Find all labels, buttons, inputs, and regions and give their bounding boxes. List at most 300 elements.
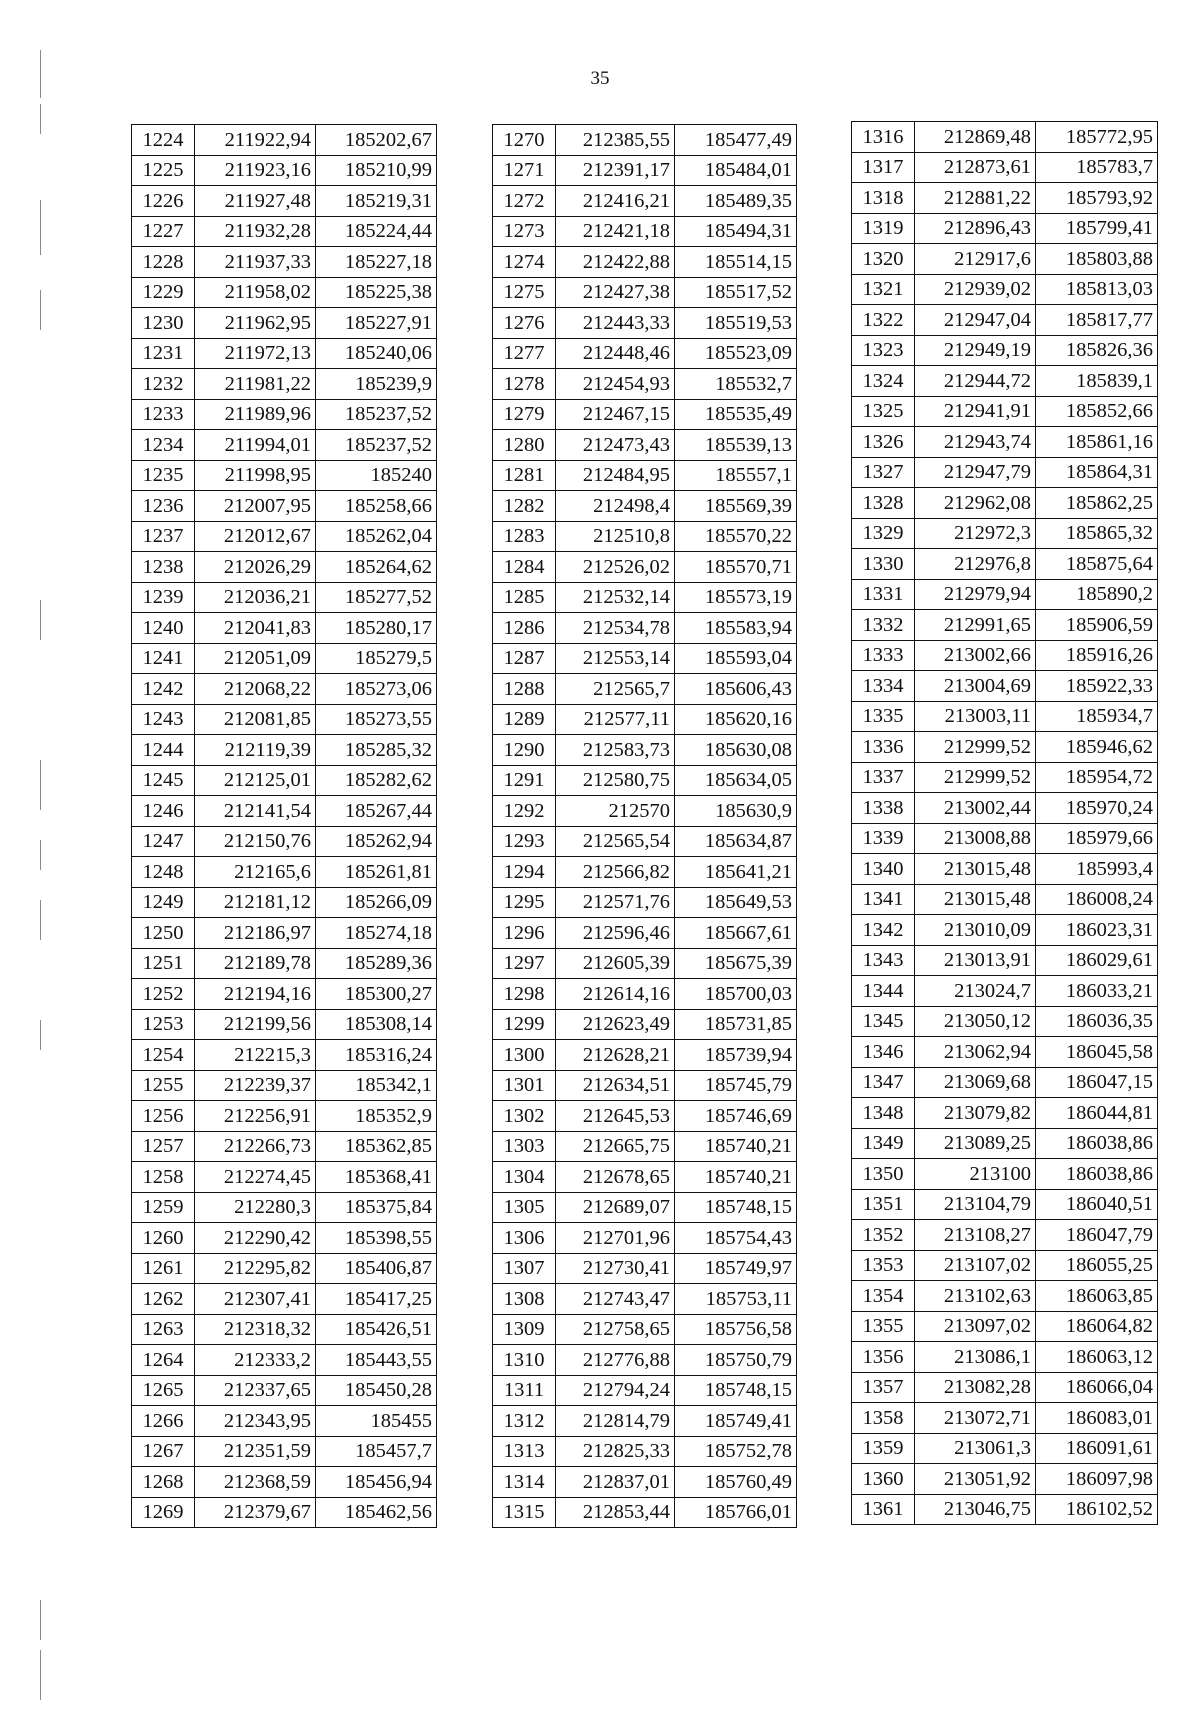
x-coordinate-cell: 212580,75	[556, 765, 675, 796]
x-coordinate-cell: 213004,69	[915, 671, 1036, 702]
point-number-cell: 1257	[132, 1131, 195, 1162]
point-number-cell: 1299	[493, 1009, 556, 1040]
y-coordinate-cell: 186038,86	[1036, 1128, 1158, 1159]
point-number-cell: 1267	[132, 1436, 195, 1467]
x-coordinate-cell: 212583,73	[556, 735, 675, 766]
point-number-cell: 1319	[852, 213, 915, 244]
point-number-cell: 1331	[852, 579, 915, 610]
point-number-cell: 1280	[493, 430, 556, 461]
x-coordinate-cell: 212949,19	[915, 335, 1036, 366]
table-row	[493, 948, 797, 979]
y-coordinate-cell: 186038,86	[1036, 1159, 1158, 1190]
x-coordinate-cell: 211937,33	[195, 247, 316, 278]
point-number-cell: 1281	[493, 460, 556, 491]
table-row	[132, 1314, 437, 1345]
table-row	[852, 976, 1158, 1007]
table-row	[132, 1284, 437, 1315]
point-number-cell: 1358	[852, 1403, 915, 1434]
table-row	[852, 640, 1158, 671]
point-number-cell: 1287	[493, 643, 556, 674]
x-coordinate-cell: 212999,52	[915, 762, 1036, 793]
point-number-cell: 1278	[493, 369, 556, 400]
x-coordinate-cell: 212307,41	[195, 1284, 316, 1315]
table-row	[132, 338, 437, 369]
x-coordinate-cell: 213102,63	[915, 1281, 1036, 1312]
point-number-cell: 1315	[493, 1497, 556, 1528]
point-number-cell: 1326	[852, 427, 915, 458]
y-coordinate-cell: 185225,38	[316, 277, 437, 308]
point-number-cell: 1235	[132, 460, 195, 491]
x-coordinate-cell: 212976,8	[915, 549, 1036, 580]
table-row	[852, 1433, 1158, 1464]
table-row	[493, 216, 797, 247]
x-coordinate-cell: 212473,43	[556, 430, 675, 461]
table-row	[852, 610, 1158, 641]
y-coordinate-cell: 185739,94	[675, 1040, 797, 1071]
y-coordinate-cell: 185746,69	[675, 1101, 797, 1132]
point-number-cell: 1271	[493, 155, 556, 186]
y-coordinate-cell: 185634,87	[675, 826, 797, 857]
table-row	[132, 887, 437, 918]
table-row	[132, 826, 437, 857]
table-row	[852, 1128, 1158, 1159]
point-number-cell: 1266	[132, 1406, 195, 1437]
point-number-cell: 1356	[852, 1342, 915, 1373]
table-row	[493, 979, 797, 1010]
x-coordinate-cell: 213097,02	[915, 1311, 1036, 1342]
y-coordinate-cell: 185813,03	[1036, 274, 1158, 305]
y-coordinate-cell: 185675,39	[675, 948, 797, 979]
table-row	[493, 399, 797, 430]
y-coordinate-cell: 185760,49	[675, 1467, 797, 1498]
table-row	[493, 796, 797, 827]
point-number-cell: 1269	[132, 1497, 195, 1528]
point-number-cell: 1276	[493, 308, 556, 339]
binding-mark	[40, 1600, 41, 1640]
table-row	[493, 1406, 797, 1437]
x-coordinate-cell: 212510,8	[556, 521, 675, 552]
point-number-cell: 1353	[852, 1250, 915, 1281]
table-row	[132, 491, 437, 522]
binding-mark	[40, 900, 41, 940]
x-coordinate-cell: 213108,27	[915, 1220, 1036, 1251]
y-coordinate-cell: 185239,9	[316, 369, 437, 400]
point-number-cell: 1335	[852, 701, 915, 732]
x-coordinate-cell: 212189,78	[195, 948, 316, 979]
x-coordinate-cell: 212068,22	[195, 674, 316, 705]
table-row	[493, 918, 797, 949]
y-coordinate-cell: 185754,43	[675, 1223, 797, 1254]
y-coordinate-cell: 185462,56	[316, 1497, 437, 1528]
table-row	[852, 122, 1158, 153]
y-coordinate-cell: 185264,62	[316, 552, 437, 583]
y-coordinate-cell: 185237,52	[316, 399, 437, 430]
y-coordinate-cell: 185316,24	[316, 1040, 437, 1071]
point-number-cell: 1249	[132, 887, 195, 918]
point-number-cell: 1277	[493, 338, 556, 369]
point-number-cell: 1246	[132, 796, 195, 827]
x-coordinate-cell: 212194,16	[195, 979, 316, 1010]
point-number-cell: 1352	[852, 1220, 915, 1251]
x-coordinate-cell: 213013,91	[915, 945, 1036, 976]
point-number-cell: 1303	[493, 1131, 556, 1162]
point-number-cell: 1284	[493, 552, 556, 583]
table-row	[852, 213, 1158, 244]
y-coordinate-cell: 185630,08	[675, 735, 797, 766]
point-number-cell: 1325	[852, 396, 915, 427]
x-coordinate-cell: 212869,48	[915, 122, 1036, 153]
point-number-cell: 1236	[132, 491, 195, 522]
x-coordinate-cell: 212570	[556, 796, 675, 827]
table-row	[852, 732, 1158, 763]
point-number-cell: 1355	[852, 1311, 915, 1342]
point-number-cell: 1317	[852, 152, 915, 183]
x-coordinate-cell: 212256,91	[195, 1101, 316, 1132]
x-coordinate-cell: 211998,95	[195, 460, 316, 491]
x-coordinate-cell: 212051,09	[195, 643, 316, 674]
y-coordinate-cell: 185630,9	[675, 796, 797, 827]
table-row	[852, 1098, 1158, 1129]
x-coordinate-cell: 212026,29	[195, 552, 316, 583]
point-number-cell: 1225	[132, 155, 195, 186]
table-row	[493, 735, 797, 766]
y-coordinate-cell: 185514,15	[675, 247, 797, 278]
point-number-cell: 1345	[852, 1006, 915, 1037]
x-coordinate-cell: 212962,08	[915, 488, 1036, 519]
y-coordinate-cell: 185406,87	[316, 1253, 437, 1284]
x-coordinate-cell: 212743,47	[556, 1284, 675, 1315]
x-coordinate-cell: 213051,92	[915, 1464, 1036, 1495]
y-coordinate-cell: 185865,32	[1036, 518, 1158, 549]
x-coordinate-cell: 211932,28	[195, 216, 316, 247]
y-coordinate-cell: 186097,98	[1036, 1464, 1158, 1495]
coordinate-table	[492, 124, 797, 1528]
y-coordinate-cell: 185342,1	[316, 1070, 437, 1101]
point-number-cell: 1239	[132, 582, 195, 613]
point-number-cell: 1311	[493, 1375, 556, 1406]
x-coordinate-cell: 212944,72	[915, 366, 1036, 397]
y-coordinate-cell: 185456,94	[316, 1467, 437, 1498]
y-coordinate-cell: 185227,91	[316, 308, 437, 339]
binding-mark	[40, 600, 41, 640]
point-number-cell: 1283	[493, 521, 556, 552]
table-row	[132, 216, 437, 247]
table-row	[493, 338, 797, 369]
table-row	[493, 521, 797, 552]
point-number-cell: 1343	[852, 945, 915, 976]
point-number-cell: 1336	[852, 732, 915, 763]
y-coordinate-cell: 185227,18	[316, 247, 437, 278]
x-coordinate-cell: 213050,12	[915, 1006, 1036, 1037]
table-row	[493, 1375, 797, 1406]
point-number-cell: 1230	[132, 308, 195, 339]
table-row	[852, 274, 1158, 305]
table-row	[132, 1345, 437, 1376]
y-coordinate-cell: 185443,55	[316, 1345, 437, 1376]
table-row	[493, 430, 797, 461]
table-row	[132, 155, 437, 186]
point-number-cell: 1334	[852, 671, 915, 702]
table-row	[132, 1009, 437, 1040]
binding-mark	[40, 104, 41, 134]
table-row	[132, 1162, 437, 1193]
table-row	[132, 735, 437, 766]
x-coordinate-cell: 212443,33	[556, 308, 675, 339]
x-coordinate-cell: 212119,39	[195, 735, 316, 766]
table-row	[132, 704, 437, 735]
x-coordinate-cell: 212467,15	[556, 399, 675, 430]
y-coordinate-cell: 186091,61	[1036, 1433, 1158, 1464]
table-row	[132, 1101, 437, 1132]
point-number-cell: 1337	[852, 762, 915, 793]
y-coordinate-cell: 185740,21	[675, 1131, 797, 1162]
y-coordinate-cell: 185979,66	[1036, 823, 1158, 854]
x-coordinate-cell: 211972,13	[195, 338, 316, 369]
y-coordinate-cell: 185398,55	[316, 1223, 437, 1254]
x-coordinate-cell: 212917,6	[915, 244, 1036, 275]
y-coordinate-cell: 185455	[316, 1406, 437, 1437]
y-coordinate-cell: 185557,1	[675, 460, 797, 491]
y-coordinate-cell: 185793,92	[1036, 183, 1158, 214]
x-coordinate-cell: 212186,97	[195, 918, 316, 949]
point-number-cell: 1290	[493, 735, 556, 766]
y-coordinate-cell: 185517,52	[675, 277, 797, 308]
point-number-cell: 1307	[493, 1253, 556, 1284]
table-row	[493, 1101, 797, 1132]
table-row	[852, 1037, 1158, 1068]
table-row	[132, 521, 437, 552]
x-coordinate-cell: 212596,46	[556, 918, 675, 949]
table-row	[493, 491, 797, 522]
table-row	[852, 1403, 1158, 1434]
table-row	[493, 1223, 797, 1254]
x-coordinate-cell: 212498,4	[556, 491, 675, 522]
table-row	[493, 1009, 797, 1040]
table-row	[852, 884, 1158, 915]
page-number: 35	[590, 68, 610, 89]
point-number-cell: 1254	[132, 1040, 195, 1071]
point-number-cell: 1232	[132, 369, 195, 400]
point-number-cell: 1344	[852, 976, 915, 1007]
y-coordinate-cell: 185748,15	[675, 1192, 797, 1223]
table-row	[852, 1342, 1158, 1373]
table-row	[852, 152, 1158, 183]
point-number-cell: 1245	[132, 765, 195, 796]
y-coordinate-cell: 185861,16	[1036, 427, 1158, 458]
table-row	[852, 183, 1158, 214]
x-coordinate-cell: 212295,82	[195, 1253, 316, 1284]
y-coordinate-cell: 185262,04	[316, 521, 437, 552]
table-row	[493, 1040, 797, 1071]
point-number-cell: 1339	[852, 823, 915, 854]
x-coordinate-cell: 212421,18	[556, 216, 675, 247]
x-coordinate-cell: 212881,22	[915, 183, 1036, 214]
x-coordinate-cell: 212484,95	[556, 460, 675, 491]
table-row	[493, 1497, 797, 1528]
x-coordinate-cell: 213062,94	[915, 1037, 1036, 1068]
table-row	[852, 854, 1158, 885]
x-coordinate-cell: 212081,85	[195, 704, 316, 735]
table-row	[493, 765, 797, 796]
point-number-cell: 1228	[132, 247, 195, 278]
point-number-cell: 1308	[493, 1284, 556, 1315]
y-coordinate-cell: 185535,49	[675, 399, 797, 430]
point-number-cell: 1291	[493, 765, 556, 796]
point-number-cell: 1237	[132, 521, 195, 552]
table-row	[852, 945, 1158, 976]
point-number-cell: 1360	[852, 1464, 915, 1495]
y-coordinate-cell: 185583,94	[675, 613, 797, 644]
x-coordinate-cell: 213089,25	[915, 1128, 1036, 1159]
table-row	[132, 1497, 437, 1528]
point-number-cell: 1346	[852, 1037, 915, 1068]
table-row	[493, 1131, 797, 1162]
x-coordinate-cell: 212333,2	[195, 1345, 316, 1376]
x-coordinate-cell: 212351,59	[195, 1436, 316, 1467]
x-coordinate-cell: 211962,95	[195, 308, 316, 339]
x-coordinate-cell: 213003,11	[915, 701, 1036, 732]
point-number-cell: 1282	[493, 491, 556, 522]
y-coordinate-cell: 185570,22	[675, 521, 797, 552]
y-coordinate-cell: 185267,44	[316, 796, 437, 827]
point-number-cell: 1327	[852, 457, 915, 488]
table-row	[493, 308, 797, 339]
x-coordinate-cell: 212427,38	[556, 277, 675, 308]
table-row	[493, 887, 797, 918]
x-coordinate-cell: 213072,71	[915, 1403, 1036, 1434]
table-row	[493, 155, 797, 186]
binding-mark	[40, 290, 41, 330]
table-row	[132, 582, 437, 613]
table-row	[132, 979, 437, 1010]
table-row	[493, 704, 797, 735]
point-number-cell: 1301	[493, 1070, 556, 1101]
x-coordinate-cell: 212379,67	[195, 1497, 316, 1528]
point-number-cell: 1316	[852, 122, 915, 153]
point-number-cell: 1270	[493, 125, 556, 156]
y-coordinate-cell: 185477,49	[675, 125, 797, 156]
y-coordinate-cell: 185740,21	[675, 1162, 797, 1193]
y-coordinate-cell: 186063,85	[1036, 1281, 1158, 1312]
y-coordinate-cell: 186102,52	[1036, 1494, 1158, 1525]
point-number-cell: 1322	[852, 305, 915, 336]
table-row	[852, 793, 1158, 824]
table-row	[132, 765, 437, 796]
table-row	[132, 552, 437, 583]
y-coordinate-cell: 185748,15	[675, 1375, 797, 1406]
x-coordinate-cell: 212939,02	[915, 274, 1036, 305]
table-row	[132, 1192, 437, 1223]
table-row	[132, 1467, 437, 1498]
y-coordinate-cell: 185273,55	[316, 704, 437, 735]
y-coordinate-cell: 185219,31	[316, 186, 437, 217]
y-coordinate-cell: 185750,79	[675, 1345, 797, 1376]
x-coordinate-cell: 212534,78	[556, 613, 675, 644]
y-coordinate-cell: 185593,04	[675, 643, 797, 674]
table-row	[132, 643, 437, 674]
y-coordinate-cell: 185993,4	[1036, 854, 1158, 885]
y-coordinate-cell: 185916,26	[1036, 640, 1158, 671]
x-coordinate-cell: 212979,94	[915, 579, 1036, 610]
y-coordinate-cell: 185826,36	[1036, 335, 1158, 366]
x-coordinate-cell: 212853,44	[556, 1497, 675, 1528]
table-row	[132, 369, 437, 400]
y-coordinate-cell: 185875,64	[1036, 549, 1158, 580]
x-coordinate-cell: 212565,7	[556, 674, 675, 705]
x-coordinate-cell: 212532,14	[556, 582, 675, 613]
x-coordinate-cell: 213024,7	[915, 976, 1036, 1007]
point-number-cell: 1305	[493, 1192, 556, 1223]
table-row	[132, 460, 437, 491]
point-number-cell: 1357	[852, 1372, 915, 1403]
y-coordinate-cell: 185277,52	[316, 582, 437, 613]
y-coordinate-cell: 185523,09	[675, 338, 797, 369]
point-number-cell: 1351	[852, 1189, 915, 1220]
x-coordinate-cell: 212634,51	[556, 1070, 675, 1101]
x-coordinate-cell: 212280,3	[195, 1192, 316, 1223]
binding-mark	[40, 1020, 41, 1050]
x-coordinate-cell: 212689,07	[556, 1192, 675, 1223]
table-row	[132, 1223, 437, 1254]
y-coordinate-cell: 186063,12	[1036, 1342, 1158, 1373]
binding-mark	[40, 1650, 41, 1700]
table-row	[132, 1131, 437, 1162]
point-number-cell: 1250	[132, 918, 195, 949]
y-coordinate-cell: 185970,24	[1036, 793, 1158, 824]
table-row	[132, 399, 437, 430]
x-coordinate-cell: 212873,61	[915, 152, 1036, 183]
x-coordinate-cell: 212343,95	[195, 1406, 316, 1437]
point-number-cell: 1330	[852, 549, 915, 580]
point-number-cell: 1224	[132, 125, 195, 156]
x-coordinate-cell: 212337,65	[195, 1375, 316, 1406]
table-row	[132, 308, 437, 339]
table-row	[493, 826, 797, 857]
x-coordinate-cell: 213082,28	[915, 1372, 1036, 1403]
y-coordinate-cell: 186047,79	[1036, 1220, 1158, 1251]
x-coordinate-cell: 212290,42	[195, 1223, 316, 1254]
y-coordinate-cell: 185484,01	[675, 155, 797, 186]
table-row	[132, 1375, 437, 1406]
x-coordinate-cell: 212448,46	[556, 338, 675, 369]
y-coordinate-cell: 185890,2	[1036, 579, 1158, 610]
table-row	[852, 549, 1158, 580]
y-coordinate-cell: 185569,39	[675, 491, 797, 522]
y-coordinate-cell: 185258,66	[316, 491, 437, 522]
table-row	[132, 948, 437, 979]
table-row	[852, 1189, 1158, 1220]
point-number-cell: 1261	[132, 1253, 195, 1284]
x-coordinate-cell: 213015,48	[915, 854, 1036, 885]
table-row	[493, 277, 797, 308]
point-number-cell: 1314	[493, 1467, 556, 1498]
x-coordinate-cell: 212577,11	[556, 704, 675, 735]
x-coordinate-cell: 212036,21	[195, 582, 316, 613]
x-coordinate-cell: 212454,93	[556, 369, 675, 400]
point-number-cell: 1321	[852, 274, 915, 305]
point-number-cell: 1272	[493, 186, 556, 217]
y-coordinate-cell: 185450,28	[316, 1375, 437, 1406]
table-row	[132, 277, 437, 308]
x-coordinate-cell: 213107,02	[915, 1250, 1036, 1281]
table-row	[852, 488, 1158, 519]
point-number-cell: 1332	[852, 610, 915, 641]
point-number-cell: 1273	[493, 216, 556, 247]
point-number-cell: 1306	[493, 1223, 556, 1254]
x-coordinate-cell: 212526,02	[556, 552, 675, 583]
point-number-cell: 1263	[132, 1314, 195, 1345]
point-number-cell: 1264	[132, 1345, 195, 1376]
